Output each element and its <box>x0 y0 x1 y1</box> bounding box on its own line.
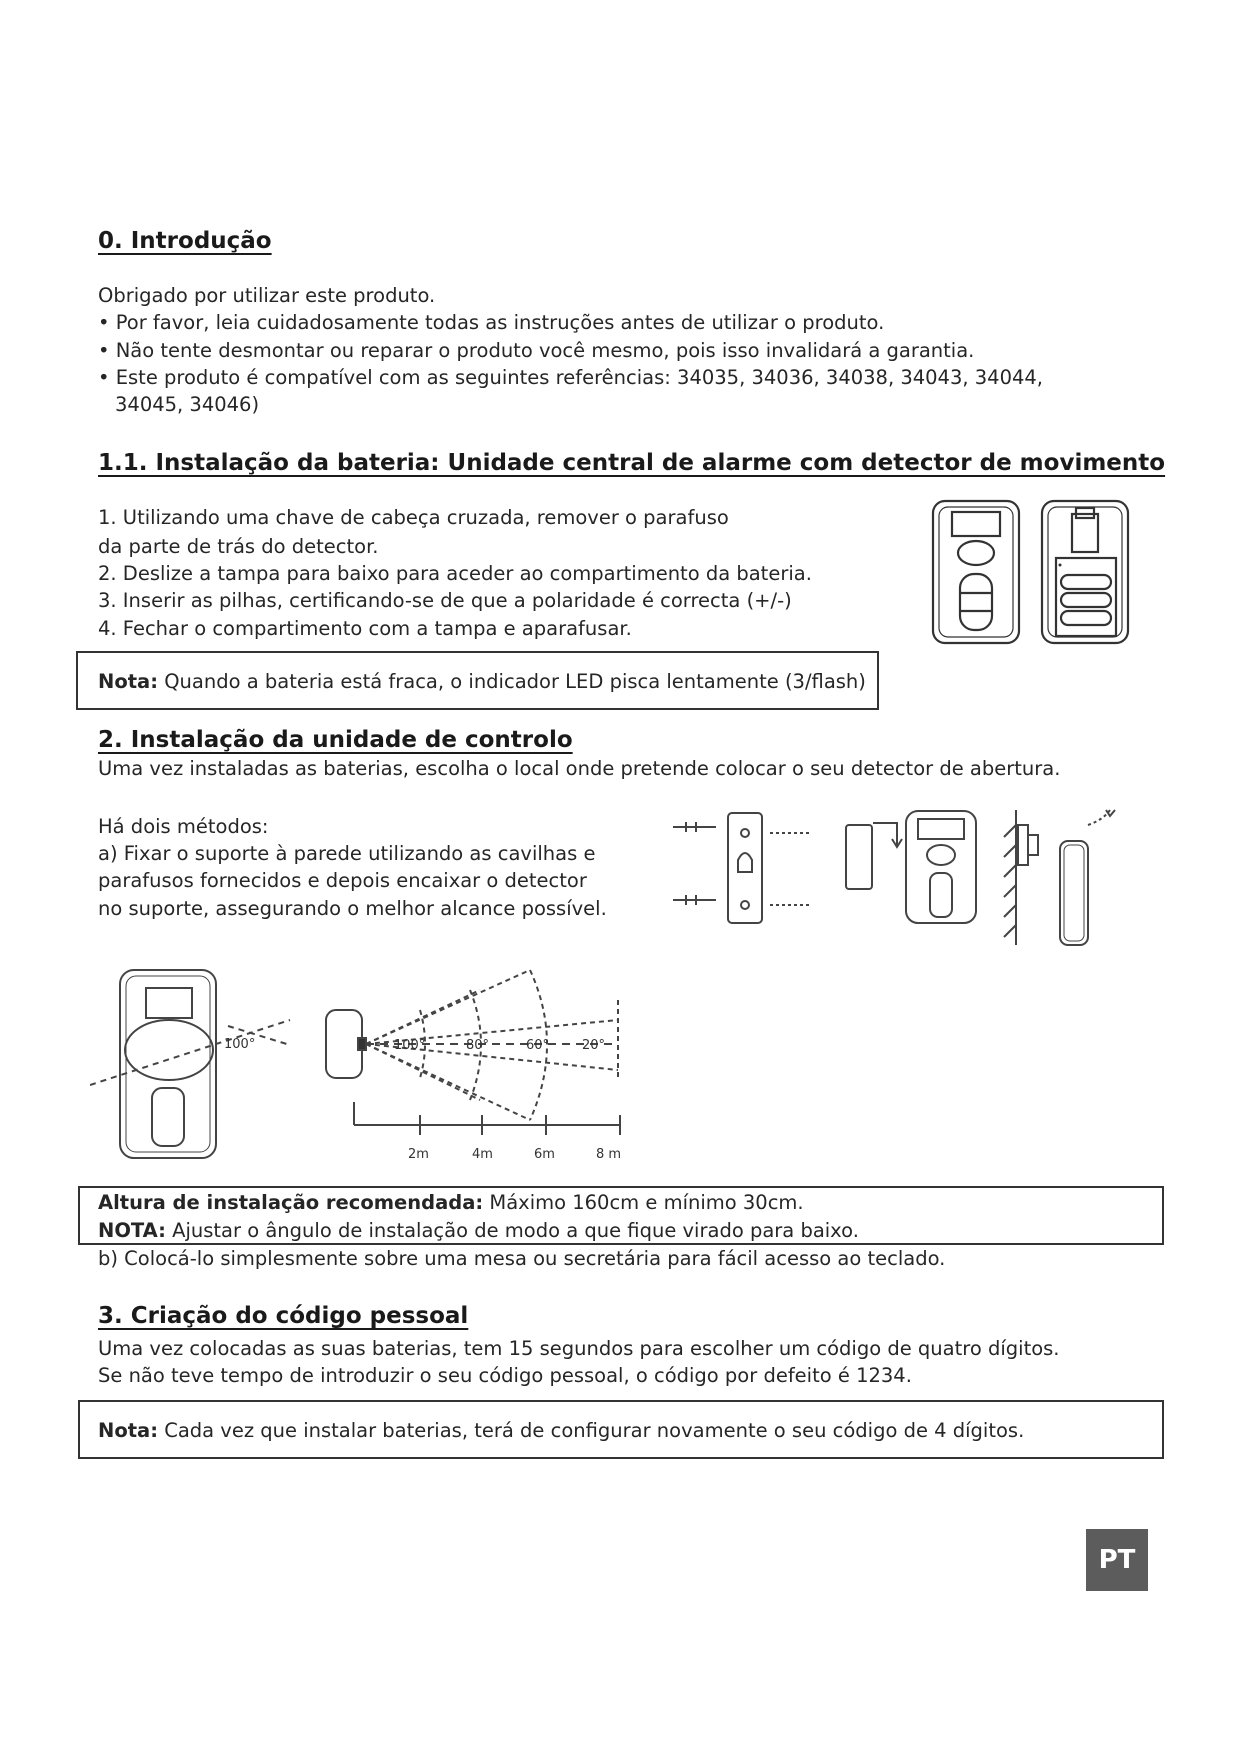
angle-label-20: 20° <box>582 1038 606 1053</box>
code-heading: 3. Criação do código pessoal <box>98 1303 469 1329</box>
code-line-2: Se não teve tempo de introduzir o seu código pessoal, o código por defeito é 1234. <box>98 1364 912 1387</box>
battery-step-3: 3. Inserir as pilhas, certificando-se de que a polaridade é correcta (+/-) <box>98 589 792 612</box>
control-method-b: b) Colocá-lo simplesmente sobre uma mesa ou secretária para fácil acesso ao teclado. <box>98 1247 946 1270</box>
height-note <box>98 1189 804 1216</box>
control-method-a-2: parafusos fornecidos e depois encaixar o detector <box>98 869 587 892</box>
control-method-a: a) Fixar o suporte à parede utilizando as cavilhas e <box>98 842 596 865</box>
height-note-text: Máximo 160cm e mínimo 30cm. <box>483 1191 804 1214</box>
distance-label-4m: 4m <box>472 1147 493 1162</box>
height-note-label: Altura de instalação recomendada: <box>98 1191 484 1214</box>
control-heading: 2. Instalação da unidade de controlo <box>98 727 573 753</box>
control-method-a-3: no suporte, assegurando o melhor alcance possível. <box>98 897 607 920</box>
code-note-label: Nota: <box>98 1419 158 1442</box>
detector-angle-label: 100° <box>224 1037 256 1052</box>
wall-mount-illustration <box>668 805 1148 955</box>
battery-note <box>98 668 866 695</box>
angle-label-100: 100° <box>394 1038 426 1053</box>
control-intro: Uma vez instaladas as baterias, escolha o local onde pretende colocar o seu detector de abertura. <box>98 757 1061 780</box>
nota-note-label: NOTA: <box>98 1219 166 1242</box>
distance-label-6m: 6m <box>534 1147 555 1162</box>
battery-heading: 1.1. Instalação da bateria: Unidade central de alarme com detector de movimento <box>98 450 1166 476</box>
battery-note-text: Quando a bateria está fraca, o indicador LED pisca lentamente (3/flash) <box>158 670 866 693</box>
language-tab: PT <box>1086 1529 1148 1591</box>
intro-heading: 0. Introdução <box>98 228 272 254</box>
intro-bullet-3: • Este produto é compatível com as seguintes referências: 34035, 34036, 34038, 34043, 34044, <box>98 366 1043 389</box>
angle-label-80: 80° <box>466 1038 490 1053</box>
battery-compartment-illustration <box>930 498 1135 648</box>
intro-bullet-2: • Não tente desmontar ou reparar o produto você mesmo, pois isso invalidará a garantia. <box>98 339 975 362</box>
battery-step-1-cont: da parte de trás do detector. <box>98 535 379 558</box>
intro-bullet-1: • Por favor, leia cuidadosamente todas as instruções antes de utilizar o produto. <box>98 311 885 334</box>
battery-step-1: 1. Utilizando uma chave de cabeça cruzada, remover o parafuso <box>98 506 729 529</box>
battery-step-2: 2. Deslize a tampa para baixo para aceder ao compartimento da bateria. <box>98 562 812 585</box>
intro-bullet-3-cont: 34045, 34046) <box>115 393 260 416</box>
angle-label-60: 60° <box>526 1038 550 1053</box>
code-line-1: Uma vez colocadas as suas baterias, tem 15 segundos para escolher um código de quatro dígitos. <box>98 1337 1060 1360</box>
detection-pattern-diagram <box>90 960 630 1165</box>
code-note <box>98 1417 1024 1444</box>
battery-note-label: Nota: <box>98 670 158 693</box>
intro-thanks: Obrigado por utilizar este produto. <box>98 284 436 307</box>
distance-label-2m: 2m <box>408 1147 429 1162</box>
distance-label-8m: 8 m <box>596 1147 622 1162</box>
nota-note <box>98 1217 859 1244</box>
battery-step-4: 4. Fechar o compartimento com a tampa e aparafusar. <box>98 617 632 640</box>
control-methods: Há dois métodos: <box>98 815 269 838</box>
code-note-text: Cada vez que instalar baterias, terá de configurar novamente o seu código de 4 dígitos. <box>158 1419 1025 1442</box>
nota-note-text: Ajustar o ângulo de instalação de modo a que fique virado para baixo. <box>165 1219 859 1242</box>
